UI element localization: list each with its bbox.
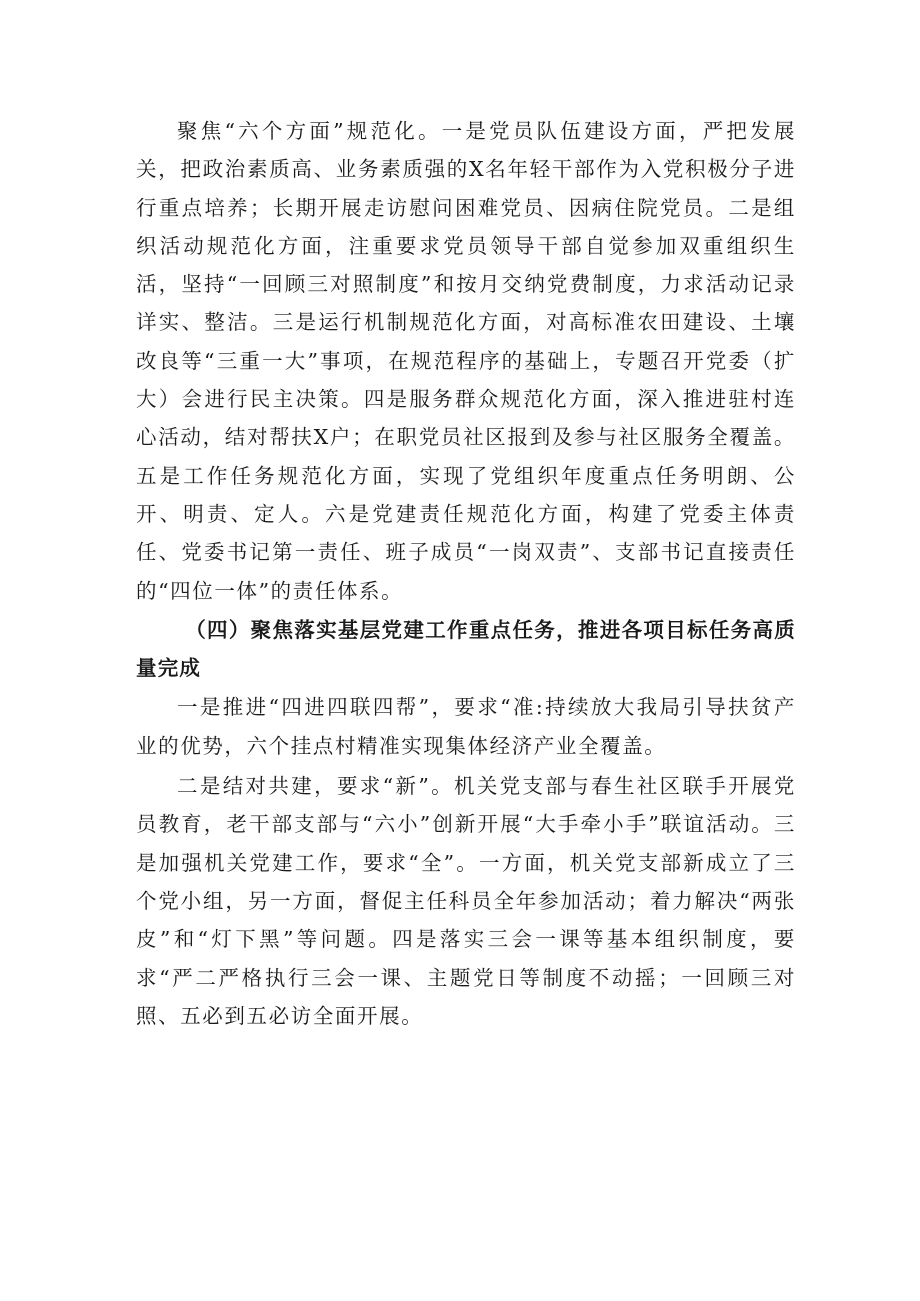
section-heading-four: （四）聚焦落实基层党建工作重点任务，推进各项目标任务高质量完成 xyxy=(136,617,796,681)
paragraph-six-aspects: 聚焦“六个方面”规范化。一是党员队伍建设方面，严把发展关，把政治素质高、业务素质强的X名年轻干部作为入党积极分子进行重点培养；长期开展走访慰问困难党员、因病住院党员。二是组织活动规范化方面，注重要求党员领导干部自觉参加双重组织生活，坚持“一回顾三对照制度”和按月交纳党费制度，力求活动记录详实、整洁。三是运行机制规范化方面，对高标准农田建设、土壤改良等“三重一大”事项，在规范程序的基础上，专题召开党委（扩大）会进行民主决策。四是服务群众规范化方面，深入推进驻村连心活动，结对帮扶X户；在职党员社区报到及参与社区服务全覆盖。五是工作任务规范化方面，实现了党组织年度重点任务明朗、公开、明责、定人。六是党建责任规范化方面，构建了党委主体责任、党委书记第一责任、班子成员“一岗双责”、支部书记直接责任的“四位一体”的责任体系。 xyxy=(136,119,796,603)
paragraph-joint-construction: 二是结对共建，要求“新”。机关党支部与春生社区联手开展党员教育，老干部支部与“六小”创新开展“大手牵小手”联谊活动。三是加强机关党建工作，要求“全”。一方面，机关党支部新成立了三个党小组，另一方面，督促主任科员全年参加活动；着力解决“两张皮”和“灯下黑”等问题。四是落实三会一课等基本组织制度，要求“严二严格执行三会一课、主题党日等制度不动摇；一回顾三对照、五必到五必访全面开展。 xyxy=(136,774,796,1028)
document-page xyxy=(136,112,796,1035)
paragraph-four-advances: 一是推进“四进四联四帮”，要求“准:持续放大我局引导扶贫产业的优势，六个挂点村精准实现集体经济产业全覆盖。 xyxy=(136,695,796,758)
